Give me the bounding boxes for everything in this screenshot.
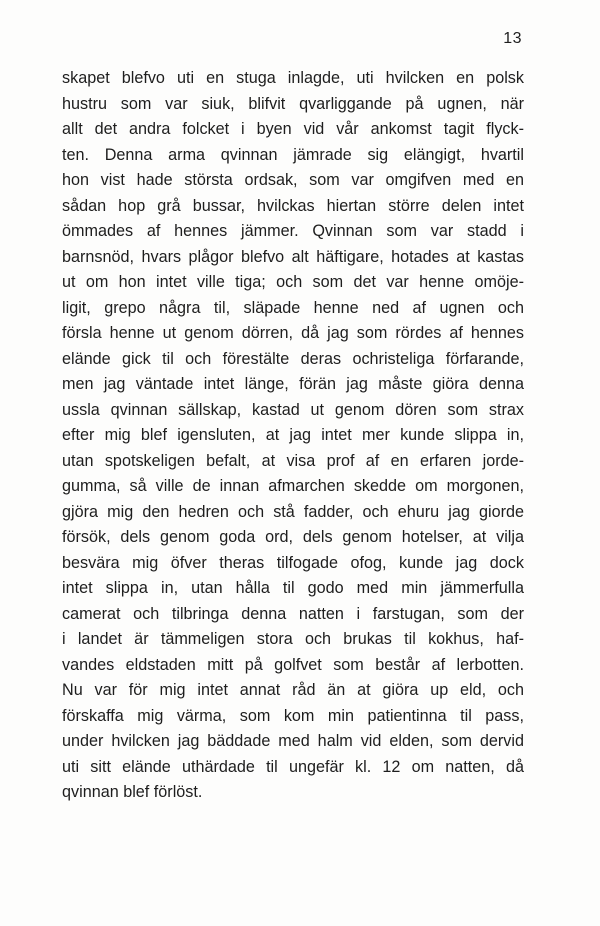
text-line: försök, dels genom goda ord, dels genom hotelser, at vilja (62, 528, 524, 546)
text-line: barnsnöd, hvars plågor blefvo alt häftigare, hotades at kastas (62, 247, 524, 266)
text-line: gjöra mig den hedren och stå fadder, och ehuru jag giorde (62, 502, 524, 521)
text-line: i landet är tämmeligen stora och brukas til kokhus, haf- (62, 630, 524, 648)
text-line: skapet blefvo uti en stuga inlagde, uti hvilcken en polsk (62, 69, 524, 87)
text-line: allt det andra folcket i byen vid vår ankomst tagit flyck- (62, 120, 524, 138)
text-line: försla henne ut genom dörren, då jag som rördes af hennes (62, 324, 524, 342)
text-line-last: qvinnan blef förlöst. (62, 783, 203, 801)
text-line: vandes eldstaden mitt på golfvet som består af lerbotten. (62, 655, 524, 674)
text-line: besvära mig öfver theras tilfogade ofog, kunde jag dock (62, 553, 524, 572)
text-line: intet slippa in, utan hålla til godo med min jämmerfulla (62, 579, 524, 597)
text-line: gumma, så ville de innan afmarchen skedde om morgonen, (62, 477, 524, 495)
text-line: camerat och tilbringa denna natten i farstugan, som der (62, 604, 524, 623)
body-text (62, 66, 524, 806)
page-number: 13 (503, 30, 522, 47)
text-line: elände gick til och förestälte deras ochristeliga förfarande, (62, 349, 524, 368)
text-line: förskaffa mig värma, som kom min patientinna til pass, (62, 706, 524, 725)
text-line: efter mig blef igensluten, at jag intet mer kunde slippa in, (62, 426, 524, 444)
text-line: ligit, grepo några til, släpade henne ned af ugnen och (62, 298, 524, 317)
text-line: men jag väntade intet länge, förän jag måste giöra denna (62, 375, 524, 393)
text-line: Nu var för mig intet annat råd än at giöra up eld, och (62, 681, 524, 699)
text-line: uti sitt elände uthärdade til ungefär kl. 12 om natten, då (62, 757, 524, 776)
text-line: ten. Denna arma qvinnan jämrade sig elängigt, hvartil (62, 145, 524, 164)
text-line: ömmades af hennes jämmer. Qvinnan som var stadd i (62, 222, 524, 240)
text-line: utan spotskeligen befalt, at visa prof af en erfaren jorde- (62, 451, 524, 470)
text-line: hon vist hade största ordsak, som var omgifven med en (62, 171, 524, 189)
text-line: hustru som var siuk, blifvit qvarliggande på ugnen, när (62, 94, 524, 113)
text-line: sådan hop grå bussar, hvilckas hiertan större delen intet (62, 196, 524, 215)
text-line: under hvilcken jag bäddade med halm vid elden, som dervid (62, 732, 524, 750)
text-line: ut om hon intet ville tiga; och som det var henne omöje- (62, 273, 524, 291)
text-line: ussla qvinnan sällskap, kastad ut genom dören som strax (62, 400, 524, 419)
